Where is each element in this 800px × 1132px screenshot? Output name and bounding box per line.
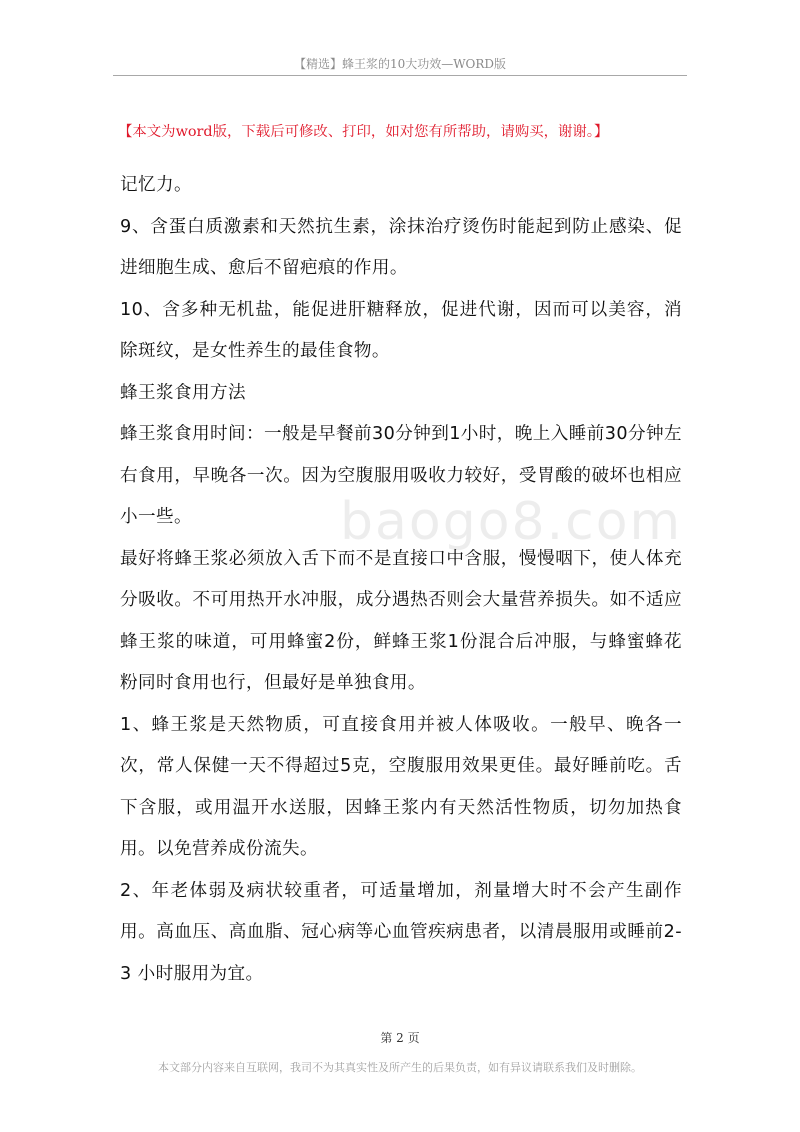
paragraph-usage-2: 2、年老体弱及病状较重者，可适量增加，剂量增大时不会产生副作用。高血压、高血脂、冠心病等心血管疾病患者，以清晨服用或睡前2-3 小时服用为宜。 (120, 880, 682, 984)
header-divider (113, 75, 687, 76)
page-header: 【精选】蜂王浆的10大功效—WORD版 (293, 57, 507, 71)
paragraph-memory: 记忆力。 (120, 175, 192, 195)
paragraph-item-10: 10、含多种无机盐，能促进肝糖释放，促进代谢，因而可以美容，消除斑纹，是女性养生的最佳食物。 (120, 299, 682, 361)
document-body (120, 165, 682, 995)
paragraph-item-9: 9、含蛋白质激素和天然抗生素，涂抹治疗烫伤时能起到防止感染、促进细胞生成、愈后不留疤痕的作用。 (120, 216, 682, 278)
page-footer-disclaimer: 本文部分内容来自互联网，我司不为其真实性及所产生的后果负责，如有异议请联系我们及时删除。 (158, 1061, 642, 1074)
paragraph-usage-1: 1、蜂王浆是天然物质，可直接食用并被人体吸收。一般早、晚各一次，常人保健一天不得超过5克，空腹服用效果更佳。最好睡前吃。舌下含服，或用温开水送服，因蜂王浆内有天然活性物质，切勿加热食用。以免营养成份流失。 (120, 714, 682, 859)
watermark-text: baogo8.com (340, 492, 683, 552)
paragraph-usage-method: 最好将蜂王浆必须放入舌下而不是直接口中含服，慢慢咽下，使人体充分吸收。不可用热开水冲服，成分遇热否则会大量营养损失。如不适应蜂王浆的味道，可用蜂蜜2份，鲜蜂王浆1份混合后冲服，与蜂蜜蜂花粉同时食用也行，但最好是单独食用。 (120, 548, 682, 693)
page-number: 第 2 页 (380, 1031, 420, 1045)
download-notice: 【本文为word版，下载后可修改、打印，如对您有所帮助，请购买，谢谢。】 (118, 124, 609, 140)
section-heading-usage: 蜂王浆食用方法 (120, 382, 246, 403)
paragraph-usage-time: 蜂王浆食用时间：一般是早餐前30分钟到1小时，晚上入睡前30分钟左右食用，早晚各一次。因为空腹服用吸收力较好，受胃酸的破坏也相应小一些。 (120, 424, 682, 527)
